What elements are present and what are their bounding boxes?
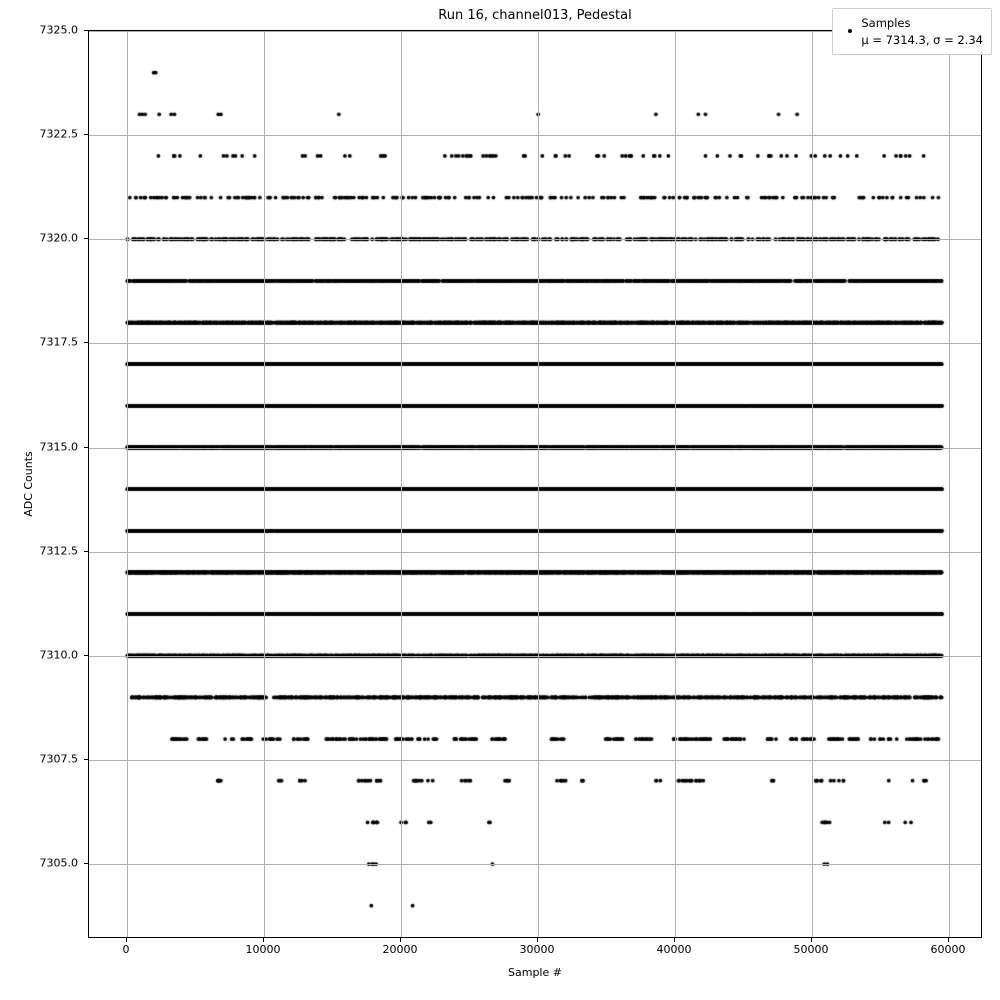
x-tick-label: 20000 (382, 943, 418, 956)
y-tick-label: 7325.0 (39, 23, 78, 37)
x-tick-mark (811, 938, 812, 942)
x-tick-label: 10000 (245, 943, 281, 956)
plot-area (88, 30, 982, 938)
x-axis-label: Sample # (508, 966, 562, 979)
legend-label-stats: μ = 7314.3, σ = 2.34 (861, 32, 983, 47)
y-tick-mark (84, 655, 88, 656)
gridline-vertical (264, 31, 265, 937)
gridline-horizontal (89, 135, 981, 136)
x-tick-mark (400, 938, 401, 942)
dot-icon (848, 29, 852, 33)
x-tick-label: 0 (122, 943, 130, 956)
gridline-horizontal (89, 552, 981, 553)
y-axis-label: ADC Counts (22, 451, 35, 517)
y-tick-label: 7312.5 (39, 544, 78, 558)
y-tick-label: 7320.0 (39, 231, 78, 245)
y-tick-label: 7322.5 (39, 127, 78, 141)
y-tick-mark (84, 30, 88, 31)
x-tick-label: 30000 (519, 943, 555, 956)
x-tick-mark (537, 938, 538, 942)
y-tick-label: 7305.0 (39, 856, 78, 870)
y-tick-mark (84, 759, 88, 760)
y-tick-mark (84, 863, 88, 864)
x-tick-mark (674, 938, 675, 942)
x-tick-label: 50000 (793, 943, 829, 956)
y-tick-mark (84, 238, 88, 239)
legend-label-samples: Samples (861, 16, 911, 30)
gridline-horizontal (89, 448, 981, 449)
y-tick-mark (84, 551, 88, 552)
y-tick-mark (84, 134, 88, 135)
legend (832, 8, 992, 55)
gridline-vertical (401, 31, 402, 937)
page-title: Run 16, channel013, Pedestal (438, 8, 632, 23)
gridline-horizontal (89, 864, 981, 865)
gridline-vertical (675, 31, 676, 937)
gridline-vertical (127, 31, 128, 937)
gridline-horizontal (89, 656, 981, 657)
gridline-vertical (949, 31, 950, 937)
legend-marker-samples (839, 15, 861, 33)
x-tick-mark (263, 938, 264, 942)
x-tick-label: 40000 (656, 943, 692, 956)
gridline-horizontal (89, 343, 981, 344)
gridline-horizontal (89, 239, 981, 240)
y-tick-label: 7310.0 (39, 648, 78, 662)
y-tick-mark (84, 447, 88, 448)
y-tick-mark (84, 342, 88, 343)
y-tick-label: 7317.5 (39, 335, 78, 349)
scatter-points (89, 31, 982, 938)
gridline-vertical (538, 31, 539, 937)
x-tick-label: 60000 (930, 943, 966, 956)
y-tick-label: 7315.0 (39, 440, 78, 454)
x-tick-mark (948, 938, 949, 942)
y-tick-label: 7307.5 (39, 752, 78, 766)
gridline-vertical (812, 31, 813, 937)
gridline-horizontal (89, 760, 981, 761)
x-tick-mark (126, 938, 127, 942)
